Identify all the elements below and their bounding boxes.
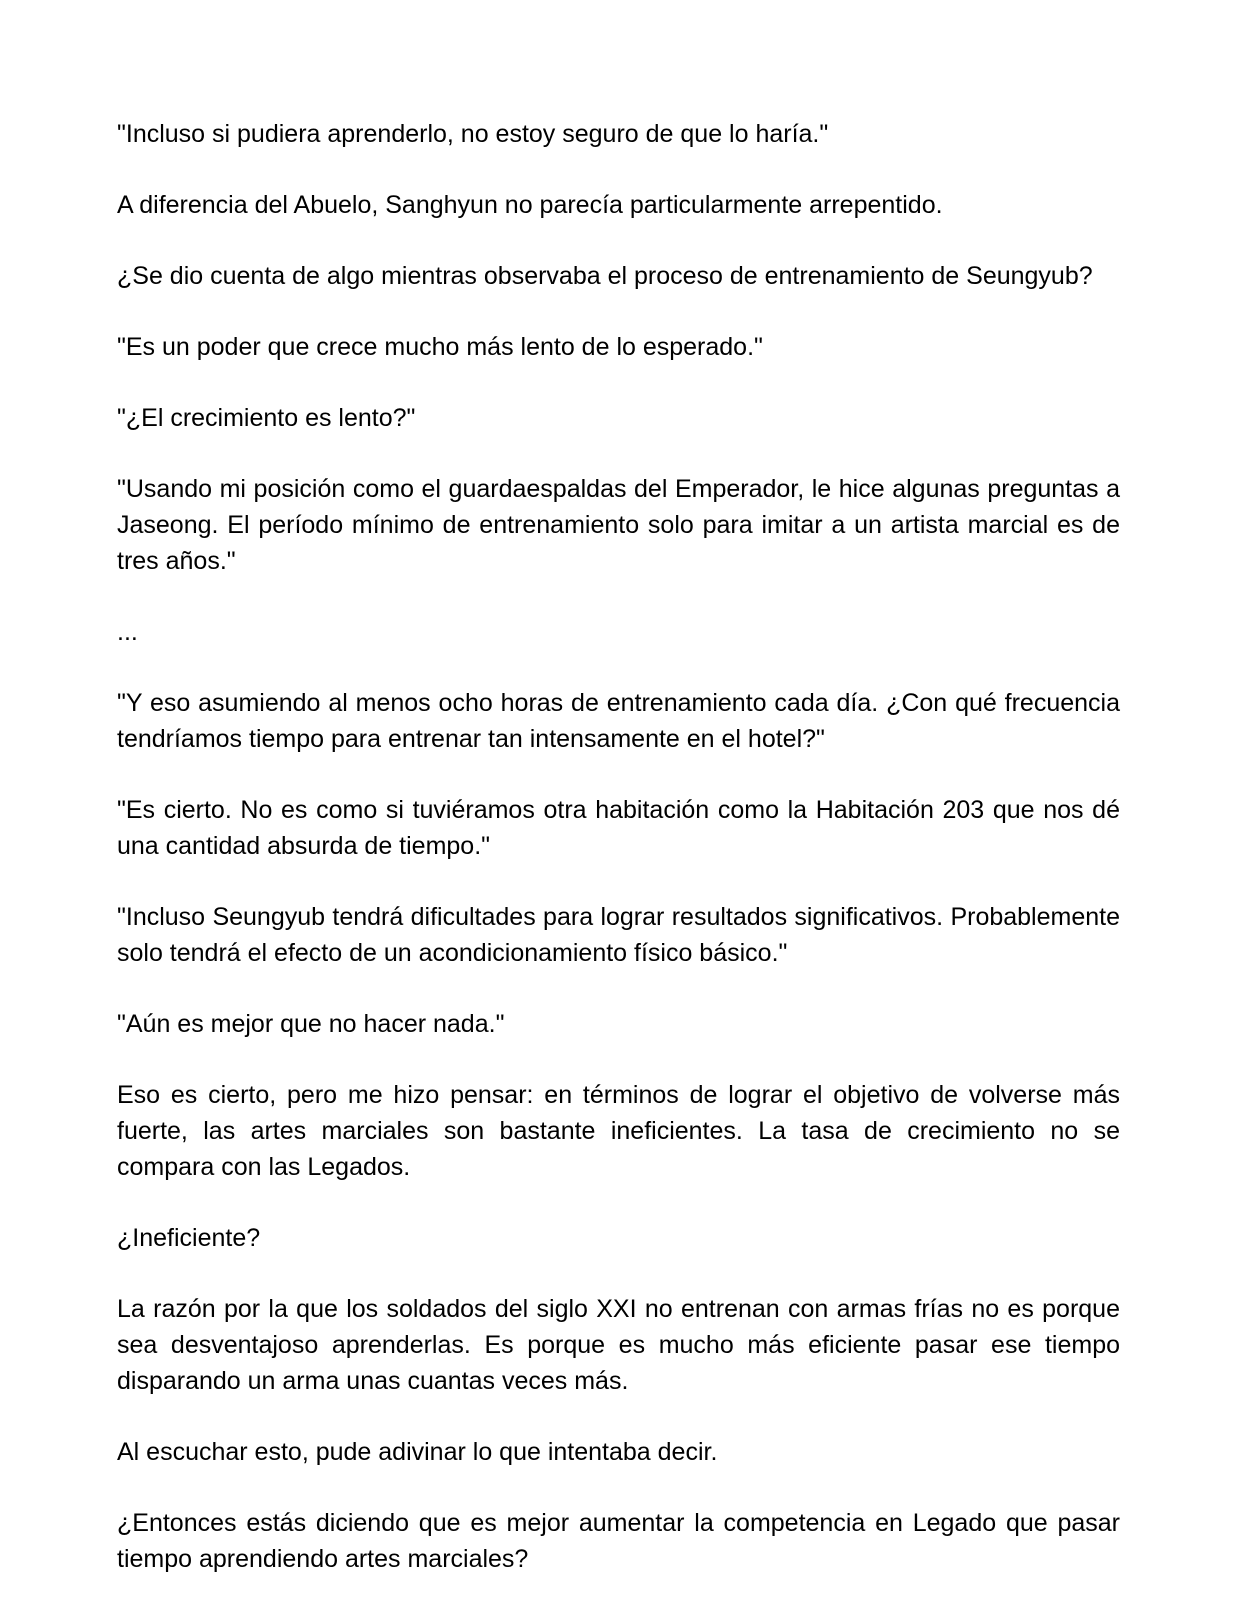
paragraph-1: "Incluso si pudiera aprenderlo, no estoy seguro de que lo haría." (117, 120, 829, 148)
paragraph-3: ¿Se dio cuenta de algo mientras observaba el proceso de entrenamiento de Seungyub? (117, 262, 1093, 290)
paragraph-7: ... (117, 618, 138, 646)
paragraph-8: "Y eso asumiendo al menos ocho horas de entrenamiento cada día. ¿Con qué frecuencia tendríamos tiempo para entrenar tan intensamente en el hotel?" (117, 689, 1120, 753)
paragraph-15: Al escuchar esto, pude adivinar lo que intentaba decir. (117, 1438, 718, 1466)
paragraph-16: ¿Entonces estás diciendo que es mejor aumentar la competencia en Legado que pasar tiempo aprendiendo artes marciales? (117, 1509, 1120, 1573)
paragraph-5: "¿El crecimiento es lento?" (117, 404, 416, 432)
paragraph-13: ¿Ineficiente? (117, 1224, 261, 1252)
paragraph-2: A diferencia del Abuelo, Sanghyun no parecía particularmente arrepentido. (117, 191, 943, 219)
paragraph-14: La razón por la que los soldados del siglo XXI no entrenan con armas frías no es porque sea desventajoso aprenderlas. Es porque es mucho más eficiente pasar ese tiempo disparando un arma unas cuantas veces más. (117, 1295, 1120, 1395)
paragraph-11: "Aún es mejor que no hacer nada." (117, 1010, 505, 1038)
paragraph-9: "Es cierto. No es como si tuviéramos otra habitación como la Habitación 203 que nos dé una cantidad absurda de tiempo." (117, 796, 1120, 860)
paragraph-6: "Usando mi posición como el guardaespaldas del Emperador, le hice algunas preguntas a Jaseong. El período mínimo de entrenamiento solo para imitar a un artista marcial es de tres años." (117, 475, 1120, 575)
document-page (117, 116, 1120, 1612)
paragraph-10: "Incluso Seungyub tendrá dificultades para lograr resultados significativos. Probablemente solo tendrá el efecto de un acondicionamiento físico básico." (117, 903, 1120, 967)
paragraph-4: "Es un poder que crece mucho más lento de lo esperado." (117, 333, 763, 361)
paragraph-12: Eso es cierto, pero me hizo pensar: en términos de lograr el objetivo de volverse más fuerte, las artes marciales son bastante ineficientes. La tasa de crecimiento no se compara con las Legados. (117, 1081, 1120, 1181)
